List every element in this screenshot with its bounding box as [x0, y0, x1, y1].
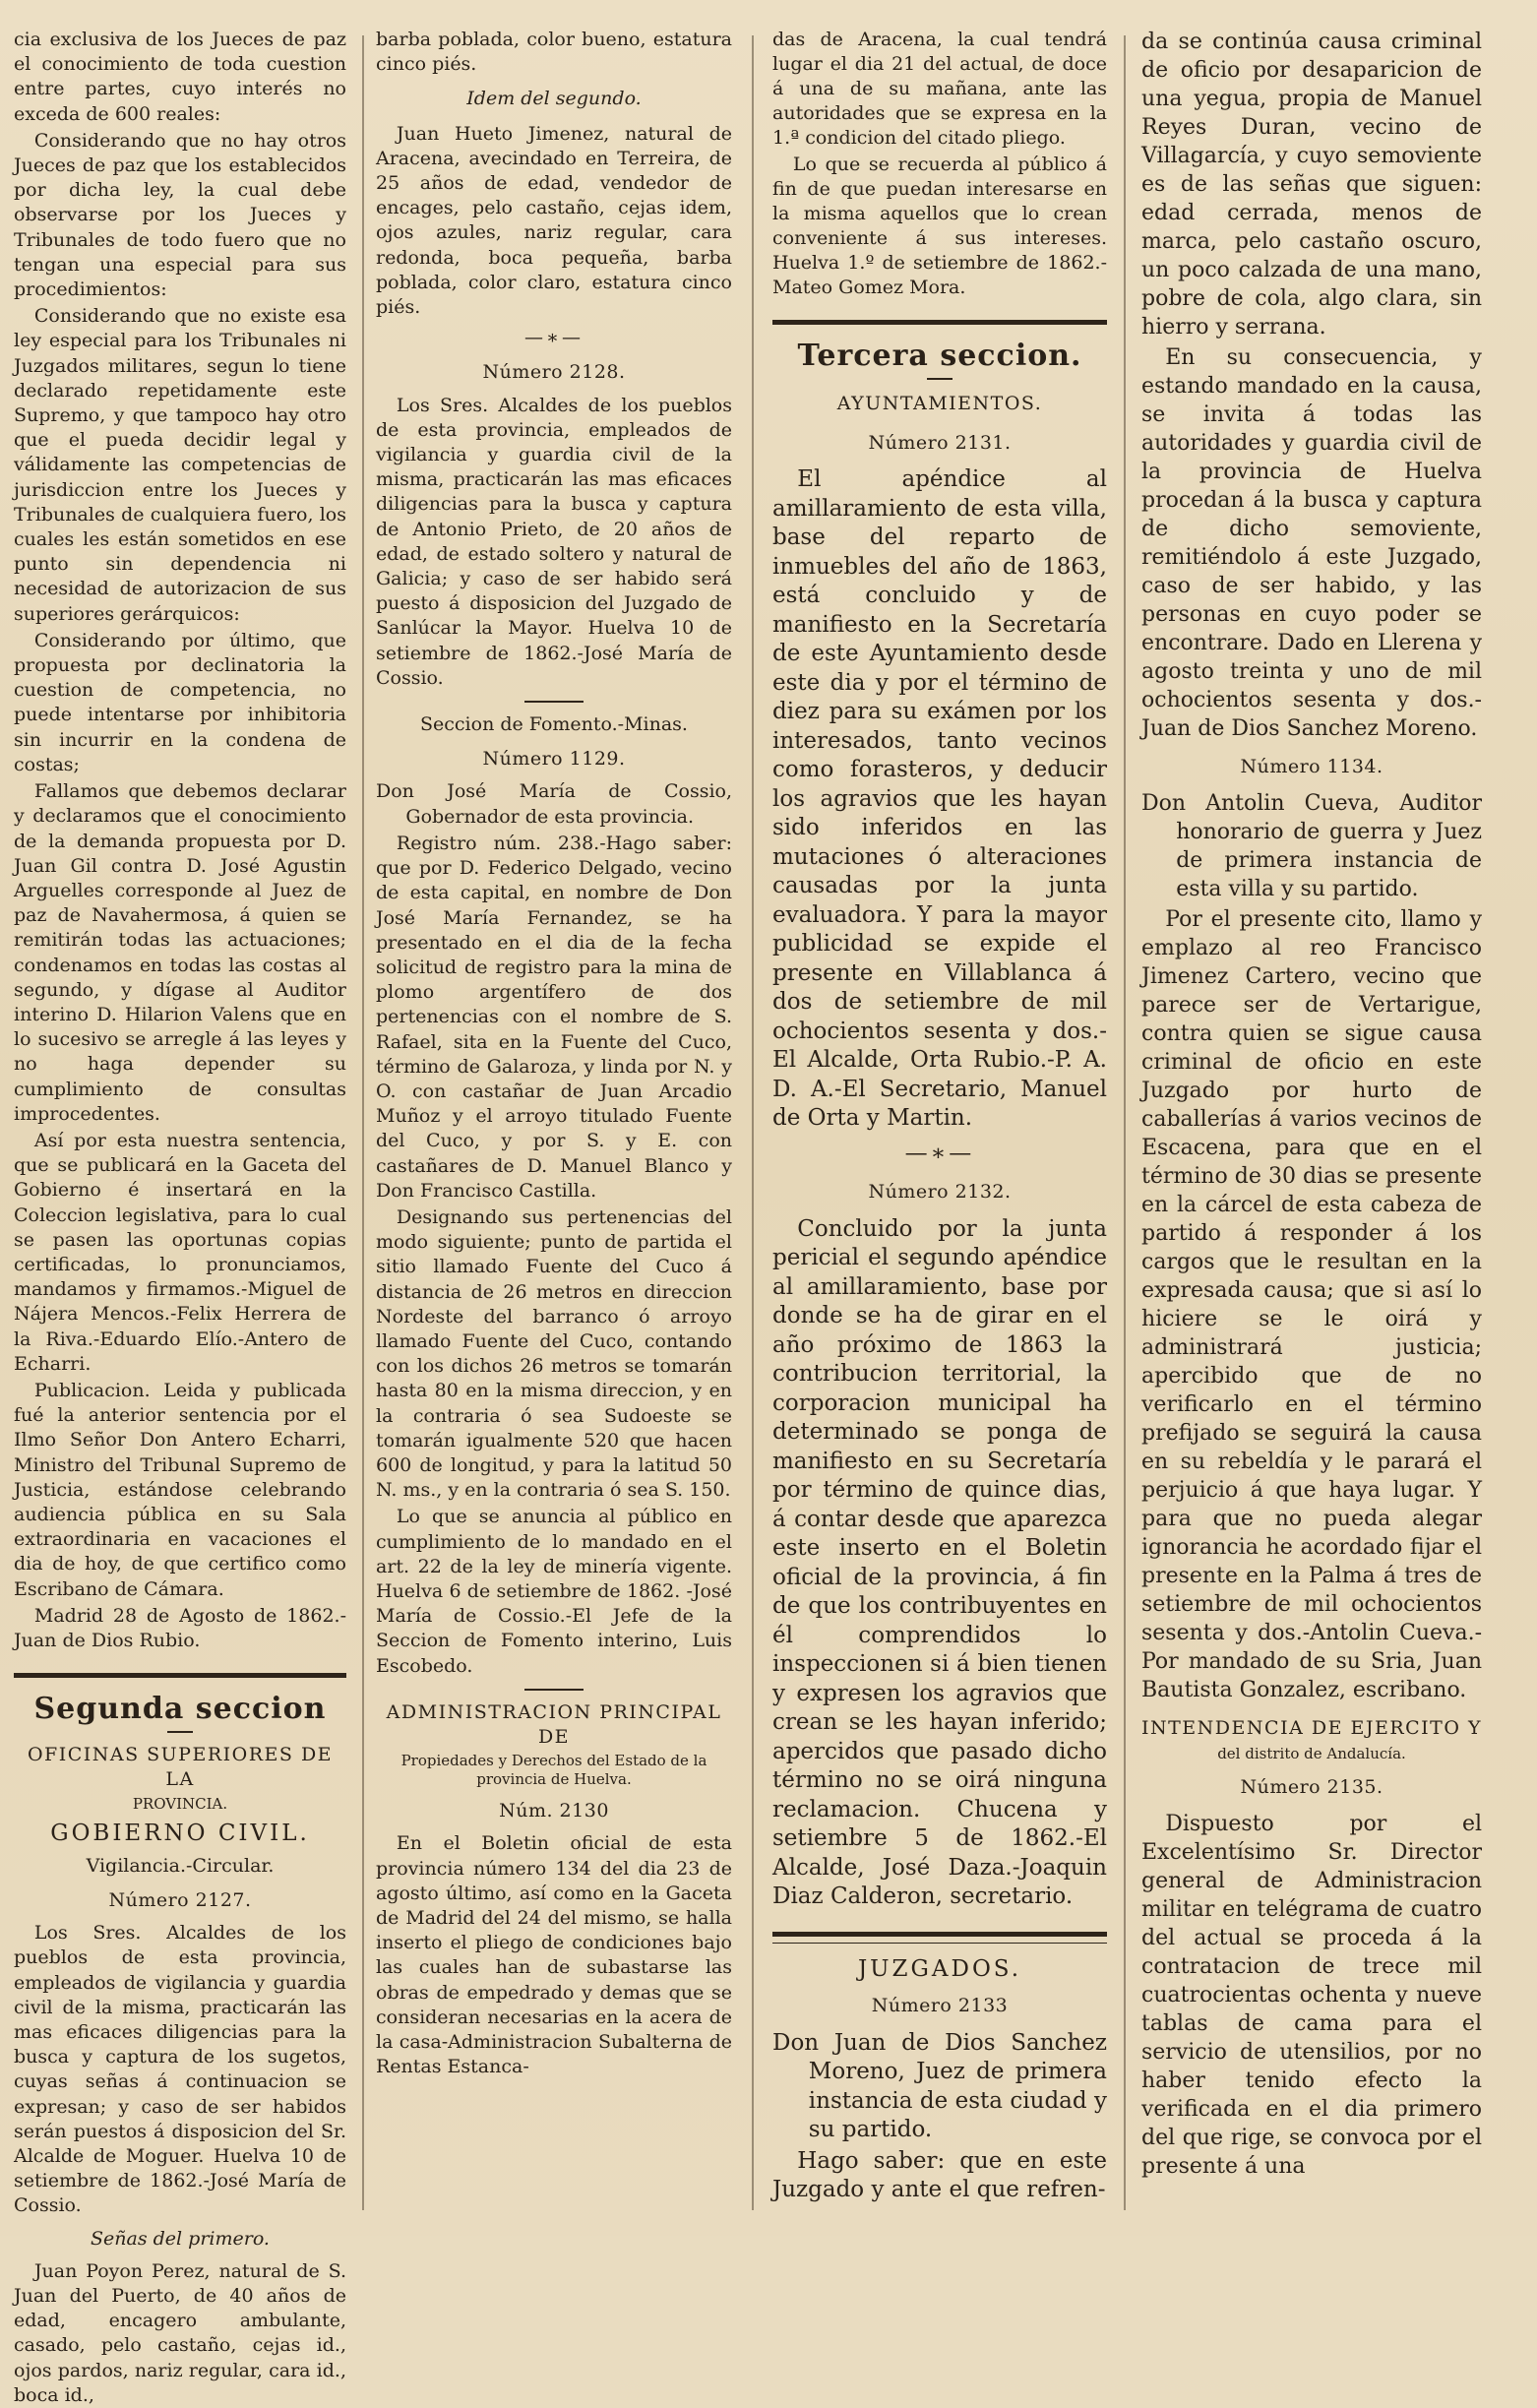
paragraph: Lo que se anuncia al público en cumplimiento de lo mandado en el art. 22 de la ley de minería vigente. Huelva 6 de setiembre de 1862. -José María de Cossio.-El Jefe de la Seccion de Fomento interino, Luis Escobedo. [376, 1506, 732, 1677]
paragraph: Designando sus pertenencias del modo siguiente; punto de partida el sitio llamado Fuente del Cuco á distancia de 26 metros en direccion Nordeste del barranco ó arroyo llamado Fuente del Cuco, contando con los dichos 26 metros se tomarán hasta 80 en la misma direccion, y en la contraria ó sea Sudoeste se tomarán igualmente 520 que hacen 600 de longitud, y para la latitud 50 N. ms., y en la contraria ó sea S. 150. [376, 1205, 732, 1502]
paragraph: cia exclusiva de los Jueces de paz el conocimiento de toda cuestion entre partes, cuyo interés no exceda de 600 reales: [14, 29, 346, 125]
paragraph: Considerando que no existe esa ley especial para los Tribunales ni Juzgados militares, segun lo tiene declarado repetidamente este Supremo, y que tampoco hay otro que el pueda decidir legal y válidamente las competencias de jurisdiccion entre los Jueces y Tribunales de cualquiera fuero, los cuales les están sometidos en ese punto sin dependencia ni necesidad de autorizacion de sus superiores gerárquicos: [14, 305, 346, 625]
paragraph: En su consecuencia, y estando mandado en la causa, se invita á todas las autoridades y guardia civil de la provincia de Huelva procedan á la busca y captura de dicho semoviente, remitiéndolo á este Juzgado, caso de ser habido, y las personas en cuyo poder se encontrare. Dado en Llerena y agosto treinta y uno de mil ochocientos sesenta y dos.-Juan de Dios Sanchez Moreno. [1141, 345, 1482, 741]
heading: OFICINAS SUPERIORES DE LA [27, 1744, 334, 1791]
paragraph: En el Boletin oficial de esta provincia número 134 del dia 23 de agosto último, así como en la Gaceta de Madrid del 24 del mismo, se halla inserto el pliego de condiciones bajo las cuales han de subastarse las obras de empedrado y demas que se consideran necesarias en la acera de la casa-Administracion Subalterna de Rentas Estanca- [376, 1832, 732, 2078]
paragraph: Publicacion. Leida y publicada fué la anterior sentencia por el Ilmo Señor Don Antero Echarri, Ministro del Tribunal Supremo de Justicia, estándose celebrando audiencia pública en su Sala extraordinaria en vacaciones el dia de hoy, de que certifico como Escribano de Cámara. [14, 1379, 346, 1600]
paragraph: da se continúa causa criminal de oficio por desaparicion de una yegua, propia de Manuel Reyes Duran, vecino de Villagarcía, y cuyo semoviente es de las señas que siguen: edad cerrada, menos de marca, pelo castaño oscuro, un poco calzada de una mano, pobre de cola, algo clara, sin hierro y serrana. [1141, 30, 1482, 340]
heading: JUZGADOS. [857, 1955, 1022, 1982]
paragraph: barba poblada, color bueno, estatura cinco piés. [376, 29, 732, 76]
paragraph: Concluido por la junta pericial el segundo apéndice al amillaramiento, base por donde se ha de girar en el año próximo de 1863 la contribucion territorial, la corporacion municipal ha determinado se ponga de manifiesto en su Secretaría por término de quince dias, á contar desde que aparezca este inserto en el Boletin oficial de la provincia, á fin de que los contribuyentes en él comprendidos lo inspeccionen si á bien tienen y expresen los agravios que crean se les hayan inferido; apercidos que pasado dicho término no se oirá ninguna reclamacion. Chucena y setiembre 5 de 1862.-El Alcalde, José Daza.-Joaquin Diaz Calderon, secretario. [772, 1215, 1107, 1909]
column-rule [752, 35, 754, 2210]
short-rule [167, 1731, 193, 1733]
paragraph: Don José María de Cossio, Gobernador de esta provincia. [376, 780, 732, 828]
paragraph: Fallamos que debemos declarar y declaramos que el conocimiento de la demanda propuesta por D. Juan Gil contra D. José Agustin Arguelles corresponde al Juez de paz de Navahermosa, á quien se remitirán todas las actuaciones; condenamos en todas las costas al segundo, y dígase al Auditor interino D. Hilarion Valens que en lo sucesivo se arregle á las leyes y no haga depender su cumplimiento de consultas improcedentes. [14, 780, 346, 1125]
paragraph: Lo que se recuerda al público á fin de que puedan interesarse en la misma aquellos que lo crean conveniente á sus intereses. Huelva 1.º de setiembre de 1862.-Mateo Gomez Mora. [772, 154, 1107, 298]
short-rule [524, 701, 584, 703]
notice-number: Número 2131. [868, 431, 1012, 454]
paragraph: Juan Poyon Perez, natural de S. Juan del Puerto, de 40 años de edad, encagero ambulante, casado, pelo castaño, cejas id., ojos pardos, nariz regular, cara id., boca id., [14, 2259, 346, 2406]
paragraph: Por el presente cito, llamo y emplazo al reo Francisco Jimenez Cartero, vecino que parece ser de Vertarigue, contra quien se sigue causa criminal de oficio en este Juzgado por hurto de caballerías á varios vecinos de Escacena, para que en el término de 30 dias se presente en la cárcel de esta cabeza de partido á responder á los cargos que le resultan en la expresada causa; que si así lo hiciere se le oirá y administrará justicia; apercibido que de no verificarlo en el término prefijado se seguirá la causa en su rebeldía y le parará el perjuicio á que haya lugar. Y para que no pueda alegar ignorancia he acordado fijar el presente en la Palma á tres de setiembre de mil ochocientos sesenta y dos.-Antolin Cueva.-Por mandado de su Sria, Juan Bautista Gonzalez, escribano. [1141, 907, 1482, 1702]
subheading: Seccion de Fomento.-Minas. [420, 713, 688, 736]
section-divider-thin [772, 1943, 1107, 1944]
ornament-divider: —∗— [524, 327, 584, 349]
notice-number: Número 2127. [108, 1889, 252, 1912]
subheading: Vigilancia.-Circular. [86, 1854, 275, 1877]
heading: ADMINISTRACION PRINCIPAL DE [386, 1700, 722, 1748]
short-rule [524, 1689, 584, 1691]
paragraph: Registro núm. 238.-Hago saber: que por D. Federico Delgado, vecino de esta capital, en nombre de Don José María Fernandez, se ha presentado en el dia de la fecha solicitud de registro para la mina de plomo argentífero de dos pertenencias con el nombre de S. Rafael, sita en la Fuente del Cuco, término de Galaroza, y linda por N. y O. con castañar de Juan Arcadio Muñoz y el arroyo titulado Fuente del Cuco, y por S. y E. con castañares de D. Manuel Blanco y Don Francisco Castilla. [376, 832, 732, 1202]
column-4 [1141, 28, 1482, 2222]
paragraph: Hago saber: que en este Juzgado y ante el que refren- [772, 2147, 1107, 2202]
notice-number: Número 2128. [482, 361, 626, 384]
paragraph: Considerando por último, que propuesta por declinatoria la cuestion de competencia, no puede intentarse por inhibitoria sin incurrir en la condena de costas; [14, 629, 346, 775]
section-divider [772, 320, 1107, 325]
notice-number: Número 2133 [871, 1995, 1009, 2016]
subheading: Señas del primero. [91, 2227, 270, 2250]
paragraph: das de Aracena, la cual tendrá lugar el dia 21 del actual, de doce á una de su mañana, ante las autoridades que se expresa en la 1.ª condicion del citado pliego. [772, 29, 1107, 149]
paragraph: Dispuesto por el Excelentísimo Sr. Director general de Administracion militar en telégrama de cuatro del actual se proceda á la contratacion de trece mil cuatrocientas ochenta y nueve tablas de cama para el servicio de utensilios, por no haber tenido efecto la verificada en el dia primero del que rige, se convoca por el presente á una [1141, 1812, 1482, 2179]
column-rule [1124, 35, 1126, 2210]
ornament-divider: —∗— [904, 1140, 975, 1166]
column-1 [14, 28, 346, 2406]
section-title: Segunda seccion [33, 1692, 327, 1727]
notice-number: Núm. 2130 [499, 1800, 609, 1822]
heading: INTENDENCIA DE EJERCITO Y [1141, 1717, 1483, 1739]
section-divider [772, 1932, 1107, 1937]
subheading: PROVINCIA. [132, 1794, 228, 1813]
notice-number: Número 2135. [1240, 1776, 1383, 1798]
paragraph: Don Antolin Cueva, Auditor honorario de guerra y Juez de primera instancia de esta villa y su partido. [1141, 791, 1482, 901]
heading: GOBIERNO CIVIL. [50, 1820, 310, 1846]
paragraph: Así por esta nuestra sentencia, que se publicará en la Gaceta del Gobierno é insertará en la Coleccion legislativa, para lo cual se pasen las oportunas copias certificadas, lo pronunciamos, mandamos y firmamos.-Miguel de Nájera Mencos.-Felix Herrera de la Riva.-Eduardo Elío.-Antero de Echarri. [14, 1129, 346, 1375]
paragraph: Juan Hueto Jimenez, natural de Aracena, avecindado en Terreira, de 25 años de edad, vendedor de encages, pelo castaño, cejas idem, ojos azules, nariz regular, cara redonda, boca pequeña, barba poblada, color claro, estatura cinco piés. [376, 122, 732, 319]
column-rule [362, 35, 364, 2210]
short-rule [927, 378, 953, 380]
section-divider [14, 1673, 346, 1678]
paragraph: Don Juan de Dios Sanchez Moreno, Juez de primera instancia de esta ciudad y su partido. [772, 2029, 1107, 2142]
paragraph: Considerando que no hay otros Jueces de paz que los establecidos por dicha ley, la cual debe observarse por los Jueces y Tribunales de todo fuero que no tengan una especial para sus procedimientos: [14, 129, 346, 301]
heading: AYUNTAMIENTOS. [836, 393, 1043, 414]
notice-number: Número 2132. [868, 1181, 1012, 1203]
paragraph: El apéndice al amillaramiento de esta villa, base del reparto de inmuebles del año de 1863, está concluido y de manifiesto en la Secretaría de este Ayuntamiento desde este dia y por el término de diez para su exámen por los interesados, tanto vecinos como forasteros, y deducir los agravios que les hayan sido inferidos en las mutaciones ó alteraciones causadas por la junta evaluadora. Y para la mayor publicidad se expide el presente en Villablanca á dos de setiembre de mil ochocientos sesenta y dos.-El Alcalde, Orta Rubio.-P. A. D. A.-El Secretario, Manuel de Orta y Martin. [772, 466, 1107, 1131]
subheading: del distrito de Andalucía. [1217, 1745, 1406, 1762]
paragraph: Los Sres. Alcaldes de los pueblos de esta provincia, empleados de vigilancia y guardia civil de la misma, practicarán las mas eficaces diligencias para la busca y captura de los sugetos, cuyas señas á continuacion se expresan; y caso de ser habidos serán puestos á disposicion del Sr. Alcalde de Moguer. Huelva 10 de setiembre de 1862.-José María de Cossio. [14, 1922, 346, 2217]
paragraph: Los Sres. Alcaldes de los pueblos de esta provincia, empleados de vigilancia y guardia civil de la misma, practicarán las mas eficaces diligencias para la busca y captura de Antonio Prieto, de 20 años de edad, de estado soltero y natural de Galicia; y caso de ser habido será puesto á disposicion del Juzgado de Sanlúcar la Mayor. Huelva 10 de setiembre de 1862.-José María de Cossio. [376, 394, 732, 689]
subheading: Idem del segundo. [466, 88, 642, 110]
column-2 [376, 28, 732, 2222]
notice-number: Número 1129. [482, 748, 626, 771]
section-title: Tercera seccion. [797, 339, 1082, 373]
notice-number: Número 1134. [1240, 756, 1383, 777]
subheading: Propiedades y Derechos del Estado de la provincia de Huelva. [400, 1752, 707, 1789]
column-3 [772, 28, 1107, 2222]
signature-line: Madrid 28 de Agosto de 1862.-Juan de Dios Rubio. [14, 1604, 346, 1651]
